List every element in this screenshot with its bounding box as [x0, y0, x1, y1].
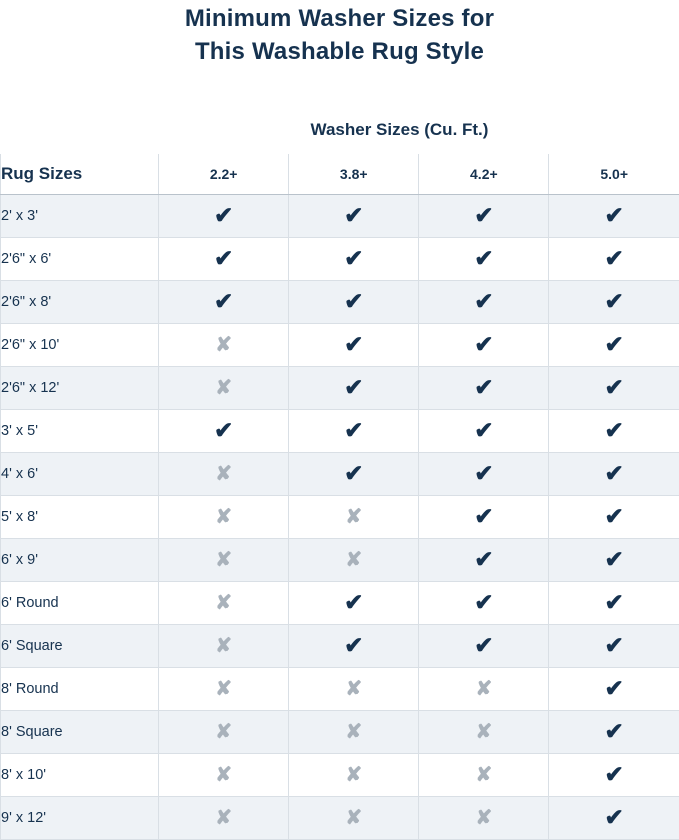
- cross-icon: ✘: [215, 550, 232, 570]
- compatibility-cell: [549, 582, 679, 625]
- table-row: [1, 496, 679, 539]
- compatibility-cell: [549, 195, 679, 238]
- check-icon: ✔: [474, 548, 493, 571]
- compatibility-cell: [289, 711, 419, 754]
- compatibility-cell: [159, 367, 289, 410]
- rug-size-label: 6' x 9': [1, 539, 159, 582]
- column-header-washer-2-2: 2.2+: [159, 154, 289, 195]
- check-icon: ✔: [474, 462, 493, 485]
- check-icon: ✔: [344, 333, 363, 356]
- cross-icon: ✘: [215, 464, 232, 484]
- compatibility-cell: [549, 625, 679, 668]
- rug-size-label: 6' Square: [1, 625, 159, 668]
- rug-size-label: 2'6" x 10': [1, 324, 159, 367]
- compatibility-cell: [159, 324, 289, 367]
- check-icon: ✔: [214, 204, 233, 227]
- column-header-rug-sizes: Rug Sizes: [1, 154, 159, 195]
- compatibility-cell: [289, 195, 419, 238]
- check-icon: ✔: [605, 333, 624, 356]
- compatibility-cell: [289, 797, 419, 840]
- cross-icon: ✘: [475, 765, 492, 785]
- cross-icon: ✘: [345, 722, 362, 742]
- cross-icon: ✘: [215, 507, 232, 527]
- compatibility-cell: [289, 453, 419, 496]
- cross-icon: ✘: [215, 808, 232, 828]
- compatibility-cell: [419, 410, 549, 453]
- table-row: [1, 797, 679, 840]
- compatibility-cell: [289, 324, 419, 367]
- table-row: [1, 324, 679, 367]
- check-icon: ✔: [344, 376, 363, 399]
- check-icon: ✔: [344, 462, 363, 485]
- page-title-line-1: Minimum Washer Sizes for: [0, 2, 679, 35]
- check-icon: ✔: [474, 634, 493, 657]
- compatibility-cell: [549, 711, 679, 754]
- check-icon: ✔: [605, 462, 624, 485]
- compatibility-cell: [159, 754, 289, 797]
- check-icon: ✔: [474, 591, 493, 614]
- check-icon: ✔: [605, 763, 624, 786]
- cross-icon: ✘: [215, 335, 232, 355]
- compatibility-cell: [289, 582, 419, 625]
- rug-size-label: 2'6" x 8': [1, 281, 159, 324]
- compatibility-cell: [549, 367, 679, 410]
- check-icon: ✔: [605, 806, 624, 829]
- compatibility-cell: [549, 797, 679, 840]
- compatibility-cell: [289, 367, 419, 410]
- cross-icon: ✘: [345, 507, 362, 527]
- compatibility-cell: [549, 281, 679, 324]
- cross-icon: ✘: [215, 593, 232, 613]
- check-icon: ✔: [605, 376, 624, 399]
- compatibility-cell: [159, 625, 289, 668]
- check-icon: ✔: [214, 419, 233, 442]
- cross-icon: ✘: [215, 378, 232, 398]
- table-row: [1, 754, 679, 797]
- table-row: [1, 238, 679, 281]
- compatibility-cell: [159, 410, 289, 453]
- compatibility-cell: [289, 238, 419, 281]
- compatibility-cell: [159, 668, 289, 711]
- compatibility-cell: [159, 281, 289, 324]
- compatibility-cell: [549, 496, 679, 539]
- rug-size-label: 2'6" x 12': [1, 367, 159, 410]
- table-row: [1, 281, 679, 324]
- compatibility-cell: [419, 539, 549, 582]
- check-icon: ✔: [605, 419, 624, 442]
- compatibility-cell: [419, 625, 549, 668]
- check-icon: ✔: [605, 204, 624, 227]
- column-header-washer-3-8: 3.8+: [289, 154, 419, 195]
- compatibility-cell: [549, 410, 679, 453]
- compatibility-cell: [419, 281, 549, 324]
- check-icon: ✔: [605, 634, 624, 657]
- check-icon: ✔: [474, 290, 493, 313]
- column-header-washer-4-2: 4.2+: [419, 154, 549, 195]
- table-row: [1, 539, 679, 582]
- check-icon: ✔: [474, 333, 493, 356]
- washer-sizes-group-header: Washer Sizes (Cu. Ft.): [0, 120, 679, 140]
- table-header-row: [1, 154, 679, 195]
- rug-size-label: 9' x 12': [1, 797, 159, 840]
- compatibility-cell: [549, 324, 679, 367]
- cross-icon: ✘: [215, 679, 232, 699]
- cross-icon: ✘: [475, 679, 492, 699]
- check-icon: ✔: [344, 419, 363, 442]
- compatibility-cell: [419, 754, 549, 797]
- cross-icon: ✘: [345, 679, 362, 699]
- compatibility-cell: [419, 324, 549, 367]
- table-row: [1, 195, 679, 238]
- compatibility-cell: [159, 453, 289, 496]
- check-icon: ✔: [474, 419, 493, 442]
- rug-size-label: 5' x 8': [1, 496, 159, 539]
- rug-size-label: 3' x 5': [1, 410, 159, 453]
- page-title-line-2: This Washable Rug Style: [0, 35, 679, 68]
- table-header: [1, 154, 679, 195]
- check-icon: ✔: [605, 677, 624, 700]
- table-row: [1, 453, 679, 496]
- compatibility-cell: [159, 711, 289, 754]
- check-icon: ✔: [474, 247, 493, 270]
- check-icon: ✔: [605, 720, 624, 743]
- table-row: [1, 582, 679, 625]
- check-icon: ✔: [605, 290, 624, 313]
- cross-icon: ✘: [215, 636, 232, 656]
- compatibility-cell: [549, 539, 679, 582]
- cross-icon: ✘: [215, 722, 232, 742]
- compatibility-cell: [159, 539, 289, 582]
- compatibility-cell: [419, 496, 549, 539]
- rug-size-label: 8' Square: [1, 711, 159, 754]
- compatibility-cell: [289, 281, 419, 324]
- rug-size-label: 2'6" x 6': [1, 238, 159, 281]
- compatibility-cell: [419, 195, 549, 238]
- compatibility-cell: [159, 496, 289, 539]
- rug-size-label: 8' Round: [1, 668, 159, 711]
- check-icon: ✔: [605, 505, 624, 528]
- check-icon: ✔: [474, 204, 493, 227]
- column-header-washer-5-0: 5.0+: [549, 154, 679, 195]
- page-title: [0, 0, 679, 68]
- check-icon: ✔: [344, 634, 363, 657]
- table-row: [1, 367, 679, 410]
- compatibility-cell: [159, 582, 289, 625]
- cross-icon: ✘: [345, 765, 362, 785]
- compatibility-cell: [159, 195, 289, 238]
- rug-size-label: 2' x 3': [1, 195, 159, 238]
- compatibility-cell: [289, 496, 419, 539]
- rug-size-label: 4' x 6': [1, 453, 159, 496]
- check-icon: ✔: [605, 548, 624, 571]
- compatibility-cell: [419, 453, 549, 496]
- table-row: [1, 625, 679, 668]
- compatibility-cell: [549, 668, 679, 711]
- compatibility-cell: [289, 625, 419, 668]
- rug-size-label: 6' Round: [1, 582, 159, 625]
- cross-icon: ✘: [215, 765, 232, 785]
- table-row: [1, 711, 679, 754]
- compatibility-cell: [549, 754, 679, 797]
- check-icon: ✔: [605, 591, 624, 614]
- compatibility-cell: [419, 797, 549, 840]
- cross-icon: ✘: [475, 722, 492, 742]
- rug-size-label: 8' x 10': [1, 754, 159, 797]
- cross-icon: ✘: [345, 808, 362, 828]
- compatibility-cell: [419, 238, 549, 281]
- check-icon: ✔: [344, 290, 363, 313]
- compatibility-cell: [289, 754, 419, 797]
- check-icon: ✔: [214, 290, 233, 313]
- cross-icon: ✘: [345, 550, 362, 570]
- table-body: [1, 195, 679, 840]
- compatibility-cell: [289, 410, 419, 453]
- compatibility-cell: [159, 797, 289, 840]
- check-icon: ✔: [474, 505, 493, 528]
- compatibility-cell: [549, 453, 679, 496]
- check-icon: ✔: [344, 204, 363, 227]
- compatibility-cell: [289, 668, 419, 711]
- check-icon: ✔: [605, 247, 624, 270]
- compatibility-cell: [419, 711, 549, 754]
- check-icon: ✔: [344, 247, 363, 270]
- compatibility-cell: [419, 668, 549, 711]
- table-row: [1, 668, 679, 711]
- check-icon: ✔: [344, 591, 363, 614]
- check-icon: ✔: [214, 247, 233, 270]
- compatibility-cell: [419, 582, 549, 625]
- compatibility-cell: [549, 238, 679, 281]
- compatibility-cell: [419, 367, 549, 410]
- washer-sizes-table: [0, 154, 679, 840]
- compatibility-cell: [289, 539, 419, 582]
- check-icon: ✔: [474, 376, 493, 399]
- compatibility-cell: [159, 238, 289, 281]
- cross-icon: ✘: [475, 808, 492, 828]
- table-row: [1, 410, 679, 453]
